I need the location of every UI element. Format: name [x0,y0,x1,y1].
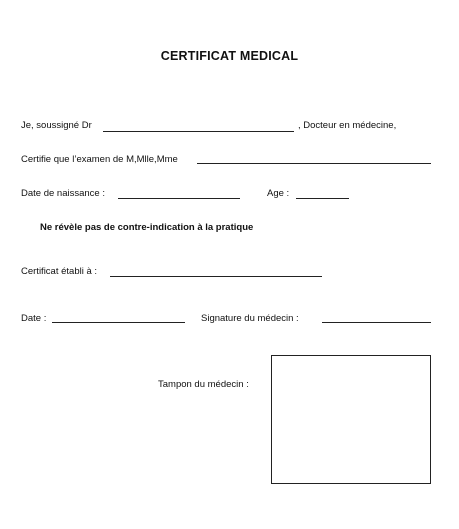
stamp-box[interactable] [271,355,431,484]
birthdate-label: Date de naissance : [21,188,105,199]
stamp-label: Tampon du médecin : [158,379,249,390]
age-field[interactable] [296,198,349,199]
signature-label: Signature du médecin : [201,313,299,324]
doctor-name-field[interactable] [103,131,294,132]
age-label: Age : [267,188,290,199]
date-label: Date : [21,313,47,324]
established-at-label: Certificat établi à : [21,266,98,277]
patient-name-field[interactable] [197,163,431,164]
birthdate-field[interactable] [118,198,240,199]
doctor-suffix-label: , Docteur en médecine, [298,120,397,131]
signature-field[interactable] [322,322,431,323]
patient-label: Certifie que l’examen de M,Mlle,Mme [21,154,178,165]
date-field[interactable] [52,322,185,323]
page-title: CERTIFICAT MEDICAL [160,49,299,63]
established-at-field[interactable] [110,276,322,277]
no-contraindication-statement: Ne révèle pas de contre-indication à la pratique [40,222,254,233]
doctor-label: Je, soussigné Dr [21,120,92,131]
